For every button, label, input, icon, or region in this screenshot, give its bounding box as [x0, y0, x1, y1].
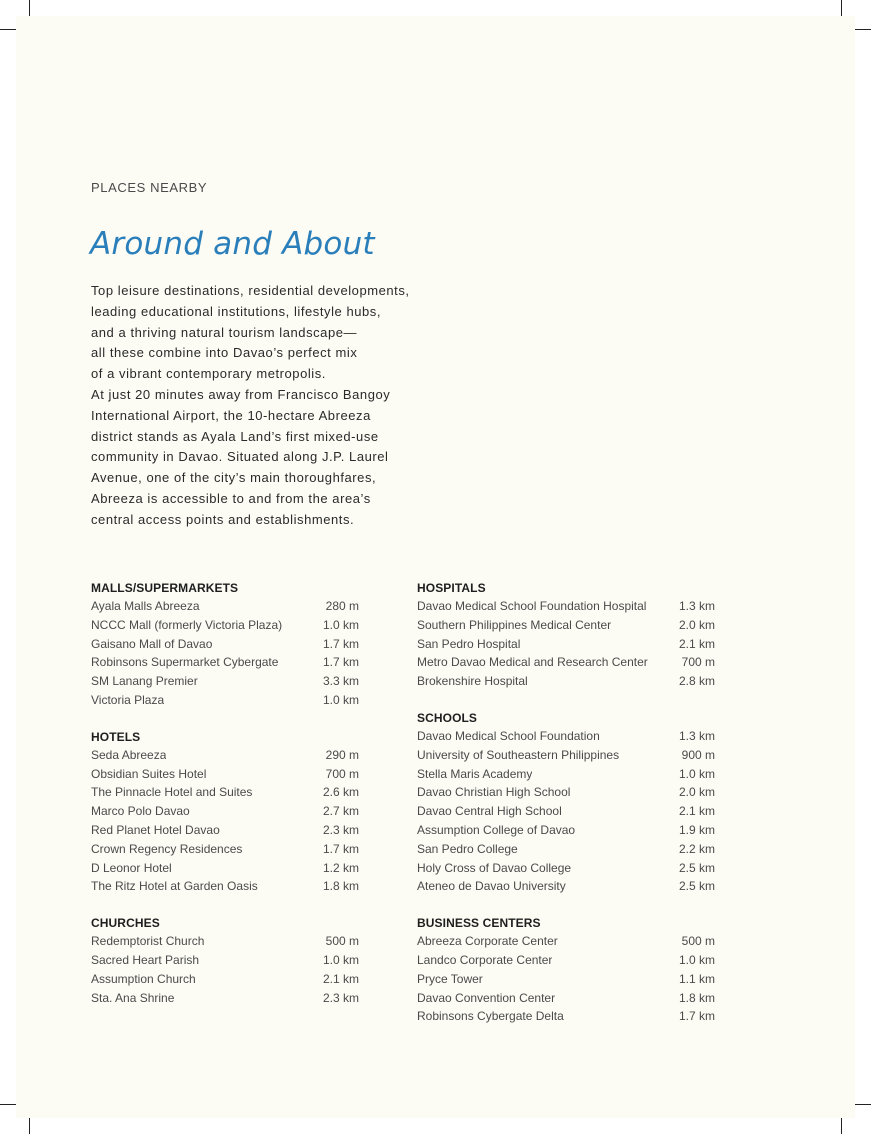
place-name: The Ritz Hotel at Garden Oasis	[91, 879, 258, 894]
place-name: Seda Abreeza	[91, 747, 167, 762]
list-item	[91, 746, 359, 765]
intro-line: International Airport, the 10-hectare Abreeza	[91, 407, 371, 423]
place-name: Robinsons Supermarket Cybergate	[91, 655, 279, 670]
place-distance: 2.3 km	[322, 990, 359, 1005]
list-item	[417, 970, 715, 989]
list-item	[417, 765, 715, 784]
place-distance: 1.8 km	[322, 879, 359, 894]
listing-section	[417, 914, 715, 1026]
list-item	[417, 821, 715, 840]
place-distance: 900 m	[681, 747, 715, 762]
place-name: Sacred Heart Parish	[91, 952, 200, 967]
place-name: Davao Convention Center	[417, 990, 556, 1005]
section-heading: MALLS/SUPERMARKETS	[91, 581, 239, 595]
list-item	[417, 616, 715, 635]
intro-line: Top leisure destinations, residential developments,	[91, 283, 410, 298]
list-item	[91, 840, 359, 859]
listing-section	[91, 728, 359, 896]
intro-paragraph	[91, 281, 451, 531]
place-name: D Leonor Hotel	[91, 860, 172, 875]
place-name: Davao Central High School	[417, 804, 562, 819]
intro-line: all these combine into Davao’s perfect mix	[91, 345, 358, 361]
list-item	[417, 727, 715, 746]
place-name: Metro Davao Medical and Research Center	[417, 655, 648, 670]
place-distance: 280 m	[325, 599, 359, 613]
place-name: Red Planet Hotel Davao	[91, 822, 220, 837]
place-name: Gaisano Mall of Davao	[91, 636, 213, 651]
place-distance: 2.0 km	[678, 617, 715, 632]
list-item	[417, 635, 715, 654]
place-distance: 1.7 km	[322, 655, 359, 670]
list-item	[417, 802, 715, 821]
place-distance: 1.0 km	[322, 617, 359, 632]
list-item	[417, 951, 715, 970]
place-name: Stella Maris Academy	[417, 766, 533, 781]
place-distance: 3.3 km	[322, 674, 359, 689]
place-name: University of Southeastern Philippines	[417, 747, 620, 762]
place-distance: 1.3 km	[678, 728, 715, 743]
place-distance: 1.0 km	[678, 766, 715, 781]
place-name: Ayala Malls Abreeza	[91, 599, 200, 613]
list-item	[91, 653, 359, 672]
place-name: Davao Christian High School	[417, 785, 571, 800]
place-distance: 2.0 km	[678, 785, 715, 800]
place-name: SM Lanang Premier	[91, 674, 198, 689]
place-distance: 1.1 km	[678, 971, 715, 986]
place-name: Redemptorist Church	[91, 934, 205, 949]
place-distance: 500 m	[325, 934, 359, 949]
listing-section	[91, 914, 359, 1007]
list-item	[417, 672, 715, 691]
place-distance: 1.7 km	[322, 841, 359, 856]
list-item	[91, 970, 359, 989]
list-item	[417, 932, 715, 951]
list-item	[91, 877, 359, 896]
list-item	[91, 616, 359, 635]
place-name: Pryce Tower	[417, 971, 483, 986]
list-item	[417, 653, 715, 672]
place-distance: 1.3 km	[678, 599, 715, 613]
place-name: Brokenshire Hospital	[417, 674, 528, 689]
list-item	[417, 783, 715, 802]
place-distance: 2.3 km	[322, 822, 359, 837]
place-name: Davao Medical School Foundation Hospital	[417, 599, 647, 613]
place-distance: 1.8 km	[678, 990, 715, 1005]
place-distance: 2.1 km	[678, 636, 715, 651]
intro-line: leading educational institutions, lifestyle hubs,	[91, 303, 382, 319]
place-name: Southern Philippines Medical Center	[417, 617, 612, 632]
list-item	[91, 783, 359, 802]
place-name: Davao Medical School Foundation	[417, 728, 600, 743]
place-distance: 290 m	[325, 747, 359, 762]
intro-line: central access points and establishments.	[91, 511, 355, 527]
list-item	[417, 989, 715, 1008]
place-distance: 2.2 km	[678, 841, 715, 856]
place-distance: 2.5 km	[678, 860, 715, 875]
list-item	[91, 859, 359, 878]
list-item	[91, 765, 359, 784]
left-listing-column	[91, 579, 359, 1025]
place-distance: 1.0 km	[322, 692, 359, 707]
place-name: Assumption Church	[91, 971, 196, 986]
list-item	[91, 989, 359, 1008]
list-item	[417, 597, 715, 616]
list-item	[91, 932, 359, 951]
place-name: Abreeza Corporate Center	[417, 934, 558, 949]
intro-line: At just 20 minutes away from Francisco Bangoy	[91, 386, 391, 402]
list-item	[91, 597, 359, 616]
right-listing-column	[417, 579, 715, 1044]
section-heading: HOTELS	[91, 729, 141, 744]
place-distance: 1.2 km	[322, 860, 359, 875]
place-name: Ateneo de Davao University	[417, 879, 566, 894]
intro-line: Abreeza is accessible to and from the area’s	[91, 490, 371, 506]
place-distance: 2.5 km	[678, 879, 715, 894]
place-name: Victoria Plaza	[91, 692, 165, 707]
section-heading: CHURCHES	[91, 916, 160, 931]
intro-line: Avenue, one of the city’s main thoroughfares,	[91, 470, 377, 486]
place-name: Obsidian Suites Hotel	[91, 766, 207, 781]
section-eyebrow: PLACES NEARBY	[91, 180, 208, 195]
place-distance: 1.9 km	[678, 822, 715, 837]
page-title: Around and About	[90, 226, 375, 262]
list-item	[91, 821, 359, 840]
section-heading: SCHOOLS	[417, 710, 478, 725]
listing-section	[417, 709, 715, 896]
place-name: San Pedro Hospital	[417, 636, 521, 651]
place-distance: 1.7 km	[322, 636, 359, 651]
place-name: San Pedro College	[417, 841, 518, 856]
place-distance: 1.0 km	[322, 952, 359, 967]
list-item	[417, 1007, 715, 1026]
place-name: Landco Corporate Center	[417, 952, 553, 967]
place-distance: 2.1 km	[678, 804, 715, 819]
section-heading: BUSINESS CENTERS	[417, 916, 541, 931]
place-name: Assumption College of Davao	[417, 822, 576, 837]
place-distance: 700 m	[325, 766, 359, 781]
place-name: NCCC Mall (formerly Victoria Plaza)	[91, 617, 283, 632]
list-item	[91, 951, 359, 970]
intro-line: district stands as Ayala Land’s first mixed-use	[91, 428, 379, 444]
place-name: Holy Cross of Davao College	[417, 860, 572, 875]
place-name: Crown Regency Residences	[91, 841, 243, 856]
intro-line: community in Davao. Situated along J.P. Laurel	[91, 449, 389, 465]
place-distance: 1.0 km	[678, 952, 715, 967]
place-distance: 2.8 km	[678, 674, 715, 689]
place-distance: 500 m	[681, 934, 715, 949]
list-item	[91, 672, 359, 691]
list-item	[417, 840, 715, 859]
listing-section	[417, 579, 715, 691]
listing-section	[91, 579, 359, 710]
list-item	[91, 635, 359, 654]
place-distance: 1.7 km	[678, 1009, 715, 1024]
section-heading: HOSPITALS	[417, 581, 486, 595]
place-name: Marco Polo Davao	[91, 804, 190, 819]
list-item	[91, 691, 359, 710]
place-distance: 2.1 km	[322, 971, 359, 986]
place-distance: 700 m	[681, 655, 715, 670]
place-distance: 2.7 km	[322, 804, 359, 819]
intro-line: and a thriving natural tourism landscape—	[91, 324, 358, 340]
place-name: Sta. Ana Shrine	[91, 990, 175, 1005]
place-distance: 2.6 km	[322, 785, 359, 800]
list-item	[417, 859, 715, 878]
list-item	[91, 802, 359, 821]
intro-line: of a vibrant contemporary metropolis.	[91, 366, 326, 382]
place-name: Robinsons Cybergate Delta	[417, 1009, 564, 1024]
place-name: The Pinnacle Hotel and Suites	[91, 785, 253, 800]
list-item	[417, 746, 715, 765]
list-item	[417, 877, 715, 896]
